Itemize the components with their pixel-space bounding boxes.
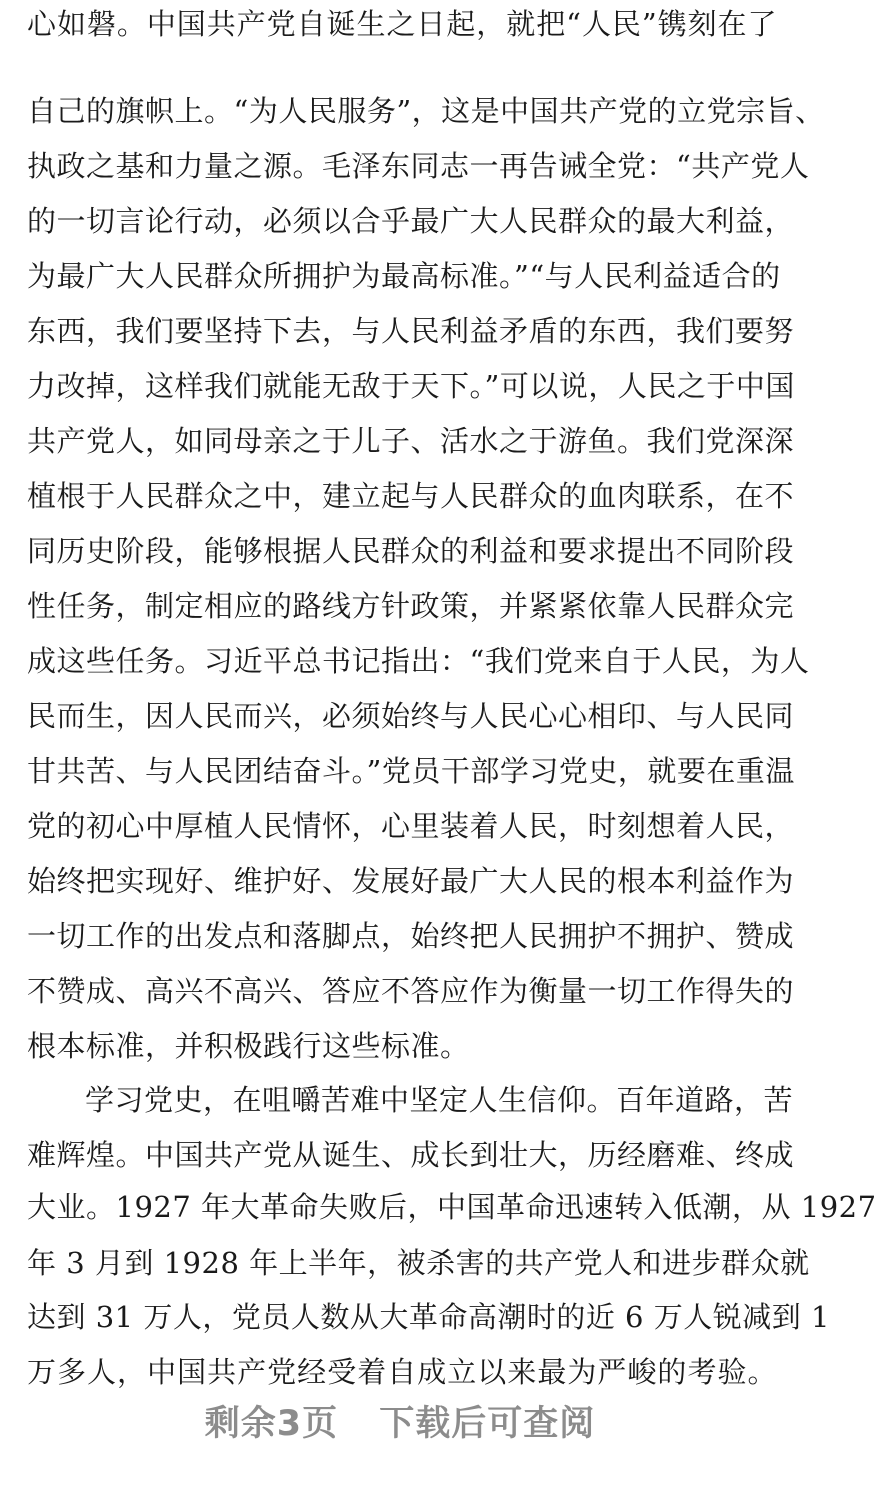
text-line: 始终把实现好、维护好、发展好最广大人民的根本利益作为: [27, 864, 795, 898]
text-line: 大业。1927 年大革命失败后，中国革命迅速转入低潮，从 1927: [27, 1190, 877, 1224]
text-line: 东西，我们要坚持下去，与人民利益矛盾的东西，我们要努: [27, 314, 795, 348]
text-line: 植根于人民群众之中，建立起与人民群众的血肉联系，在不: [27, 479, 795, 513]
text-line: 万多人，中国共产党经受着自成立以来最为严峻的考验。: [27, 1355, 777, 1389]
text-line: 不赞成、高兴不高兴、答应不答应作为衡量一切工作得失的: [27, 974, 795, 1008]
text-line: 根本标准，并积极践行这些标准。: [27, 1029, 470, 1063]
paragraph-first-line: 学习党史，在咀嚼苦难中坚定人生信仰。百年道路，苦: [85, 1083, 794, 1117]
text-line: 的一切言论行动，必须以合乎最广大人民群众的最大利益，: [27, 204, 795, 238]
text-line: 成这些任务。习近平总书记指出：“我们党来自于人民，为人: [27, 644, 810, 678]
text-line: 一切工作的出发点和落脚点，始终把人民拥护不拥护、赞成: [27, 919, 795, 953]
text-line: 心如磐。中国共产党自诞生之日起，就把“人民”镌刻在了: [27, 7, 777, 41]
text-line: 同历史阶段，能够根据人民群众的利益和要求提出不同阶段: [27, 534, 795, 568]
text-line: 甘共苦、与人民团结奋斗。”党员干部学习党史，就要在重温: [27, 754, 795, 788]
text-line: 达到 31 万人，党员人数从大革命高潮时的近 6 万人锐减到 1: [27, 1300, 830, 1334]
text-line: 共产党人，如同母亲之于儿子、活水之于游鱼。我们党深深: [27, 424, 795, 458]
text-line: 年 3 月到 1928 年上半年，被杀害的共产党人和进步群众就: [27, 1246, 810, 1280]
download-hint-label: 下载后可查阅: [379, 1404, 596, 1444]
text-line: 党的初心中厚植人民情怀，心里装着人民，时刻想着人民，: [27, 809, 795, 843]
text-line: 难辉煌。中国共产党从诞生、成长到壮大，历经磨难、终成: [27, 1138, 795, 1172]
text-line: 性任务，制定相应的路线方针政策，并紧紧依靠人民群众完: [27, 589, 795, 623]
text-line: 民而生，因人民而兴，必须始终与人民心心相印、与人民同: [27, 699, 795, 733]
text-line: 自己的旗帜上。“为人民服务”，这是中国共产党的立党宗旨、: [27, 94, 825, 128]
text-line: 力改掉，这样我们就能无敌于天下。”可以说，人民之于中国: [27, 369, 795, 403]
remaining-pages-label: 剩余3页: [204, 1404, 339, 1444]
text-line: 执政之基和力量之源。毛泽东同志一再告诫全党：“共产党人: [27, 149, 810, 183]
download-prompt[interactable]: [0, 1396, 800, 1446]
text-line: 为最广大人民群众所拥护为最高标准。”“与人民利益适合的: [27, 259, 781, 293]
